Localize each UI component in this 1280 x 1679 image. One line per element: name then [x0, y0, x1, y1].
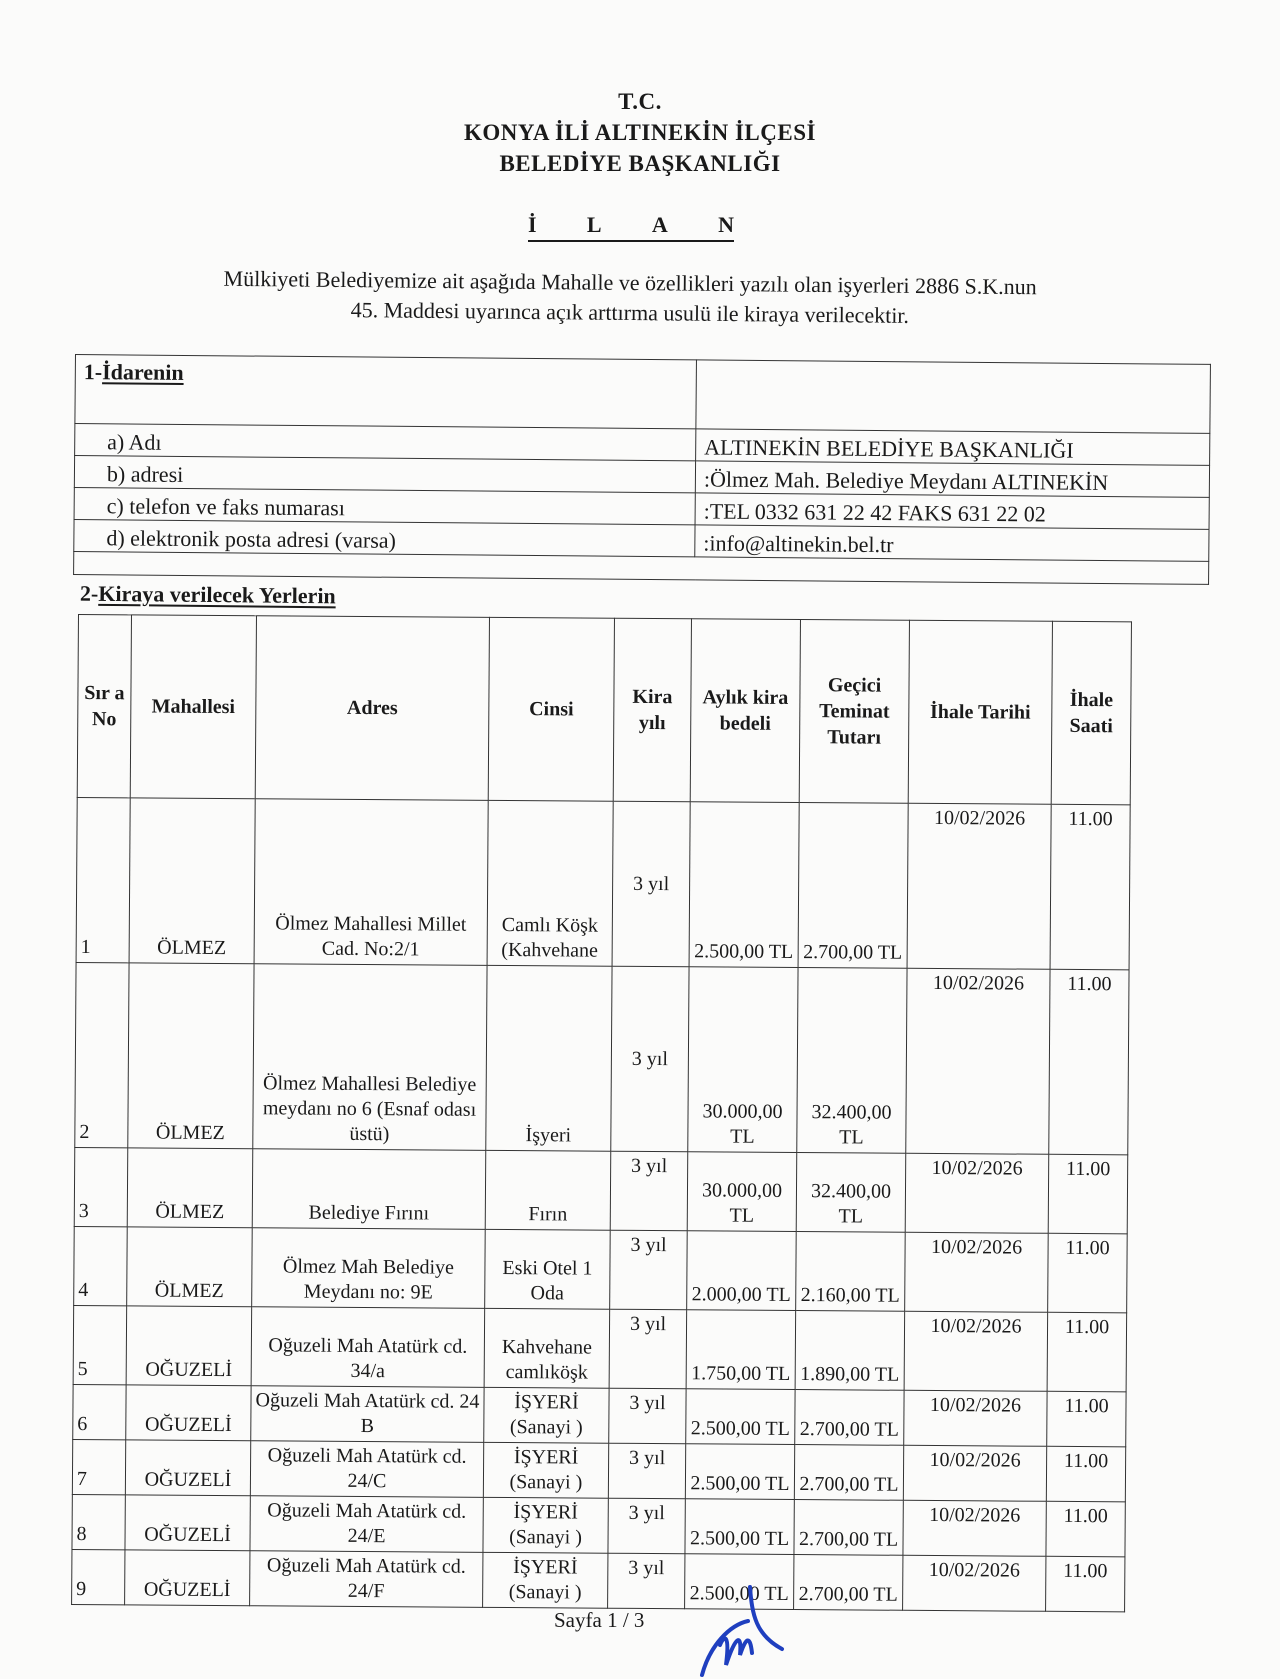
col-ihale-saati: İhale Saati: [1051, 621, 1131, 805]
row-kira-yili: 3 yıl: [608, 1553, 685, 1609]
row-teminat: 2.160,00 TL: [796, 1232, 906, 1312]
col-cinsi: Cinsi: [488, 617, 614, 801]
row-cinsi: Fırın: [485, 1150, 611, 1230]
row-kira-yili: 3 yıl: [609, 1388, 686, 1444]
table-row: [74, 1147, 1128, 1233]
ilan-letter: İ: [528, 212, 537, 237]
row-ihale-tarihi: 10/02/2026: [905, 1153, 1049, 1233]
row-ihale-saati: 11.00: [1047, 1391, 1126, 1447]
row-cinsi: Eski Otel 1 Oda: [485, 1229, 611, 1309]
row-ihale-tarihi: 10/02/2026: [907, 803, 1051, 969]
section1-prefix: 1-: [83, 359, 103, 385]
row-aylik-kira: 2.500,00 TL: [689, 802, 799, 968]
intro-line: Mülkiyeti Belediyemize ait aşağıda Mahalle ve özellikleri yazılı olan işyerleri 2886 S.K.nun: [223, 265, 1037, 300]
admin-value: :TEL 0332 631 22 42 FAKS 631 22 02: [695, 493, 1209, 529]
row-teminat: 32.400,00 TL: [796, 1153, 906, 1233]
row-cinsi: İŞYERİ (Sanayi ): [484, 1387, 609, 1443]
row-mahalle: OĞUZELİ: [125, 1440, 250, 1496]
col-adres: Adres: [255, 616, 489, 801]
row-aylik-kira: 2.500,00 TL: [685, 1554, 794, 1610]
administration-table: [73, 354, 1211, 585]
ilan-letter: N: [718, 212, 734, 237]
col-teminat: Geçici Teminat Tutarı: [799, 620, 909, 804]
row-adres: Oğuzeli Mah Atatürk cd. 34/a: [251, 1307, 485, 1388]
col-mahalle: Mahallesi: [130, 615, 256, 799]
row-ihale-saati: 11.00: [1047, 1312, 1127, 1392]
row-teminat: 2.700,00 TL: [794, 1500, 903, 1556]
row-teminat: 2.700,00 TL: [795, 1390, 904, 1446]
row-aylik-kira: 30.000,00 TL: [687, 1152, 797, 1232]
intro-paragraph: [150, 263, 1111, 333]
section1-title: [75, 355, 697, 429]
row-number: 7: [72, 1439, 125, 1494]
row-adres: Oğuzeli Mah Atatürk cd. 24/C: [250, 1441, 483, 1498]
row-mahalle: OĞUZELİ: [126, 1306, 252, 1386]
row-kira-yili: 3 yıl: [612, 801, 690, 967]
row-ihale-tarihi: 10/02/2026: [903, 1500, 1046, 1556]
row-number: 1: [76, 797, 130, 962]
row-ihale-tarihi: 10/02/2026: [905, 1232, 1049, 1312]
admin-label: a) Adı: [75, 424, 696, 461]
row-ihale-saati: 11.00: [1048, 1233, 1128, 1313]
row-adres: Oğuzeli Mah Atatürk cd. 24/F: [250, 1551, 483, 1608]
section1-title-text: İdarenin: [102, 359, 184, 385]
row-mahalle: OĞUZELİ: [125, 1550, 250, 1606]
row-number: 3: [74, 1147, 128, 1226]
row-kira-yili: 3 yıl: [611, 966, 689, 1152]
table-row: [75, 962, 1129, 1154]
header-tc: T.C.: [618, 89, 662, 114]
row-number: 9: [72, 1549, 125, 1604]
admin-value: :Ölmez Mah. Belediye Meydanı ALTINEKİN: [695, 461, 1209, 497]
row-aylik-kira: 2.500,00 TL: [685, 1499, 794, 1555]
row-adres: Ölmez Mah Belediye Meydanı no: 9E: [252, 1228, 486, 1309]
admin-value: :info@altinekin.bel.tr: [695, 525, 1209, 561]
row-aylik-kira: 2.500,00 TL: [685, 1444, 794, 1500]
row-ihale-saati: 11.00: [1050, 804, 1130, 970]
admin-label: d) elektronik posta adresi (varsa): [74, 519, 695, 556]
row-aylik-kira: 30.000,00 TL: [688, 967, 798, 1153]
section2-prefix: 2-: [79, 580, 99, 606]
row-kira-yili: 3 yıl: [608, 1443, 685, 1499]
row-kira-yili: 3 yıl: [608, 1498, 685, 1554]
row-cinsi: İŞYERİ (Sanayi ): [483, 1497, 608, 1553]
row-number: 2: [75, 962, 129, 1147]
row-ihale-tarihi: 10/02/2026: [903, 1555, 1046, 1611]
row-aylik-kira: 2.500,00 TL: [686, 1389, 795, 1445]
ilan-letter: A: [651, 212, 668, 237]
row-adres: Oğuzeli Mah Atatürk cd. 24 B: [251, 1386, 484, 1443]
row-teminat: 32.400,00 TL: [797, 968, 907, 1154]
row-ihale-tarihi: 10/02/2026: [903, 1445, 1046, 1501]
row-cinsi: İŞYERİ (Sanayi ): [483, 1552, 608, 1608]
header-province: KONYA İLİ ALTINEKİN İLÇESİ: [464, 120, 816, 145]
row-adres: Ölmez Mahallesi Belediye meydanı no 6 (Esnaf odası üstü): [253, 964, 487, 1151]
row-number: 8: [72, 1494, 125, 1549]
row-teminat: 2.700,00 TL: [798, 803, 908, 969]
admin-label: b) adresi: [74, 456, 695, 493]
rental-properties-table: [71, 614, 1132, 1612]
row-ihale-saati: 11.00: [1046, 1446, 1125, 1502]
ilan-letter: L: [586, 212, 602, 237]
row-mahalle: OĞUZELİ: [126, 1385, 251, 1441]
row-kira-yili: 3 yıl: [610, 1151, 688, 1231]
row-mahalle: ÖLMEZ: [128, 963, 254, 1149]
row-mahalle: ÖLMEZ: [127, 1227, 253, 1307]
col-kira-yili: Kira yılı: [613, 618, 691, 802]
col-no: Sır a No: [77, 615, 131, 798]
admin-label: c) telefon ve faks numarası: [74, 487, 695, 524]
table-row: [74, 1226, 1128, 1312]
table-row: [73, 1384, 1126, 1446]
table-row: [72, 1494, 1125, 1556]
ilan-title: [528, 212, 734, 242]
admin-value: ALTINEKİN BELEDİYE BAŞKANLIĞI: [696, 429, 1210, 465]
row-aylik-kira: 1.750,00 TL: [686, 1310, 796, 1390]
row-mahalle: OĞUZELİ: [125, 1495, 250, 1551]
row-adres: Oğuzeli Mah Atatürk cd. 24/E: [250, 1496, 483, 1553]
row-ihale-saati: 11.00: [1048, 1154, 1128, 1234]
row-number: 4: [74, 1226, 128, 1305]
row-number: 6: [73, 1384, 126, 1439]
signature-icon: [690, 1585, 800, 1679]
table-row: [72, 1439, 1125, 1501]
row-ihale-saati: 11.00: [1046, 1556, 1125, 1612]
row-ihale-saati: 11.00: [1049, 969, 1129, 1155]
section2-title: [80, 581, 336, 610]
row-ihale-tarihi: 10/02/2026: [904, 1390, 1047, 1446]
row-cinsi: Kahvehane camlıköşk: [484, 1308, 610, 1388]
row-teminat: 2.700,00 TL: [794, 1555, 903, 1611]
col-aylik-kira: Aylık kira bedeli: [690, 619, 800, 803]
row-cinsi: İŞYERİ (Sanayi ): [483, 1442, 608, 1498]
document-header: [0, 86, 1280, 179]
table-row: [73, 1305, 1127, 1391]
header-municipality: BELEDİYE BAŞKANLIĞI: [499, 151, 781, 176]
row-aylik-kira: 2.000,00 TL: [687, 1231, 797, 1311]
table-header-row: [77, 615, 1131, 805]
row-kira-yili: 3 yıl: [609, 1309, 687, 1389]
row-ihale-tarihi: 10/02/2026: [904, 1311, 1048, 1391]
row-mahalle: ÖLMEZ: [127, 1148, 253, 1228]
table-row: [72, 1549, 1125, 1611]
row-cinsi: İşyeri: [486, 965, 612, 1151]
col-ihale-tarihi: İhale Tarihi: [908, 620, 1052, 804]
table-row: [76, 797, 1130, 969]
intro-line: 45. Maddesi uyarınca açık arttırma usulü ile kiraya verilecektir.: [350, 297, 910, 328]
section2-title-text: Kiraya verilecek Yerlerin: [98, 580, 336, 609]
empty-cell: [696, 360, 1211, 433]
row-number: 5: [73, 1305, 127, 1384]
row-ihale-saati: 11.00: [1046, 1501, 1125, 1557]
page-number: Sayfa 1 / 3: [554, 1608, 645, 1632]
row-mahalle: ÖLMEZ: [129, 798, 255, 964]
row-ihale-tarihi: 10/02/2026: [906, 968, 1050, 1154]
row-teminat: 2.700,00 TL: [794, 1445, 903, 1501]
row-adres: Ölmez Mahallesi Millet Cad. No:2/1: [254, 799, 488, 966]
row-adres: Belediye Fırını: [252, 1149, 486, 1230]
row-cinsi: Camlı Köşk (Kahvehane: [487, 800, 613, 966]
row-teminat: 1.890,00 TL: [795, 1311, 905, 1391]
row-kira-yili: 3 yıl: [610, 1230, 688, 1310]
